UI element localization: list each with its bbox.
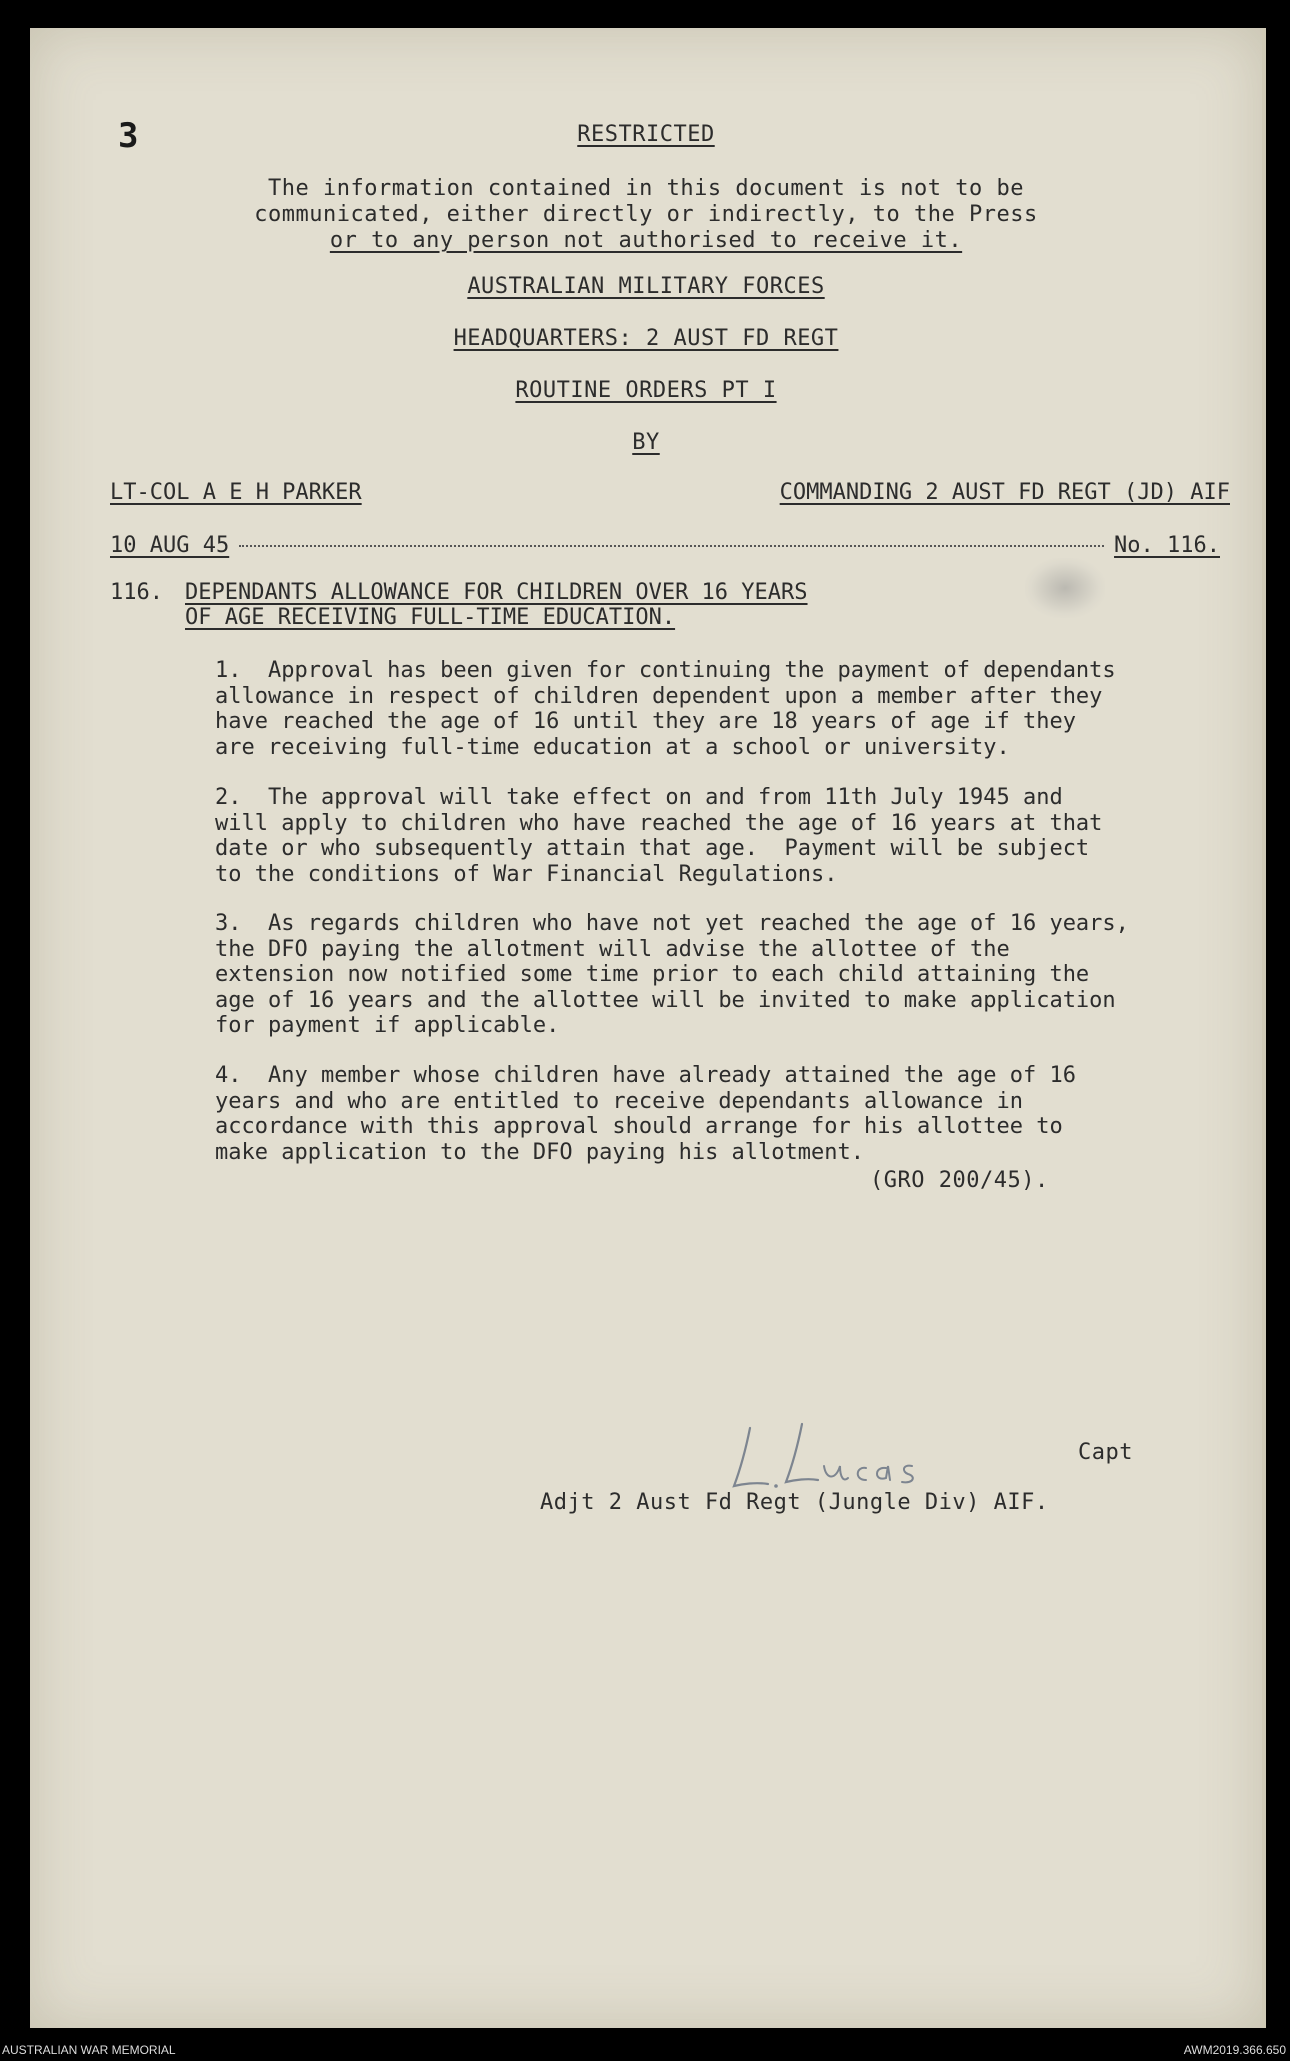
item-heading-line-2: OF AGE RECEIVING FULL-TIME EDUCATION. (185, 605, 676, 630)
order-number: No. 116. (1114, 533, 1220, 558)
command-row (110, 480, 1230, 505)
item-number: 116. (110, 580, 163, 605)
rank-label: Capt (1078, 1440, 1133, 1465)
notice-line-2: communicated, either directly or indirectly, to the Press (254, 202, 1038, 227)
date-row (110, 533, 1220, 558)
footer-institution: AUSTRALIAN WAR MEMORIAL (2, 2043, 176, 2057)
commander-name: LT-COL A E H PARKER (110, 480, 362, 505)
commanding-unit: COMMANDING 2 AUST FD REGT (JD) AIF (779, 480, 1230, 505)
paragraph-1: 1. Approval has been given for continuing the payment of dependants allowance in respect of children dependent upon a member after they have reached the age of 16 until they are 18 years of age if they are receiving full-time education at a school or university. (215, 658, 1116, 760)
document-page (30, 28, 1266, 2028)
notice-line-1: The information contained in this document is not to be (268, 176, 1024, 201)
hq-title: HEADQUARTERS: 2 AUST FD REGT (453, 326, 839, 351)
gro-reference: (GRO 200/45). (870, 1168, 1049, 1193)
restricted-label: RESTRICTED (577, 122, 715, 147)
notice-line-3: or to any person not authorised to receive it. (329, 228, 963, 253)
org-title: AUSTRALIAN MILITARY FORCES (467, 274, 825, 299)
order-date: 10 AUG 45 (110, 533, 230, 558)
dotted-leader (239, 545, 1104, 547)
signatory-title: Adjt 2 Aust Fd Regt (Jungle Div) AIF. (540, 1490, 1049, 1515)
paragraph-2: 2. The approval will take effect on and from 11th July 1945 and will apply to children who have reached the age of 16 years at that date or who subsequently attain that age. Payment will be subject to the conditions of War Financial Regulations. (215, 785, 1103, 887)
orders-title: ROUTINE ORDERS PT I (515, 378, 777, 403)
by-label: BY (632, 430, 660, 455)
paragraph-3: 3. As regards children who have not yet reached the age of 16 years, the DFO paying the allotment will advise the allottee of the extension now notified some time prior to each child attaining the age of 16 years and the allottee will be invited to make application for payment if applicable. (215, 911, 1129, 1038)
faint-stamp (1025, 558, 1105, 618)
paragraph-4: 4. Any member whose children have already attained the age of 16 years and who are entitled to receive dependants allowance in accordance with this approval should arrange for his allottee to make application to the DFO paying his allotment. (215, 1063, 1076, 1165)
handwritten-signature (720, 1408, 940, 1498)
item-heading-line-1: DEPENDANTS ALLOWANCE FOR CHILDREN OVER 16 YEARS (185, 580, 808, 605)
margin-mark: 3 (118, 116, 139, 156)
footer-accession: AWM2019.366.650 (1183, 2043, 1286, 2057)
